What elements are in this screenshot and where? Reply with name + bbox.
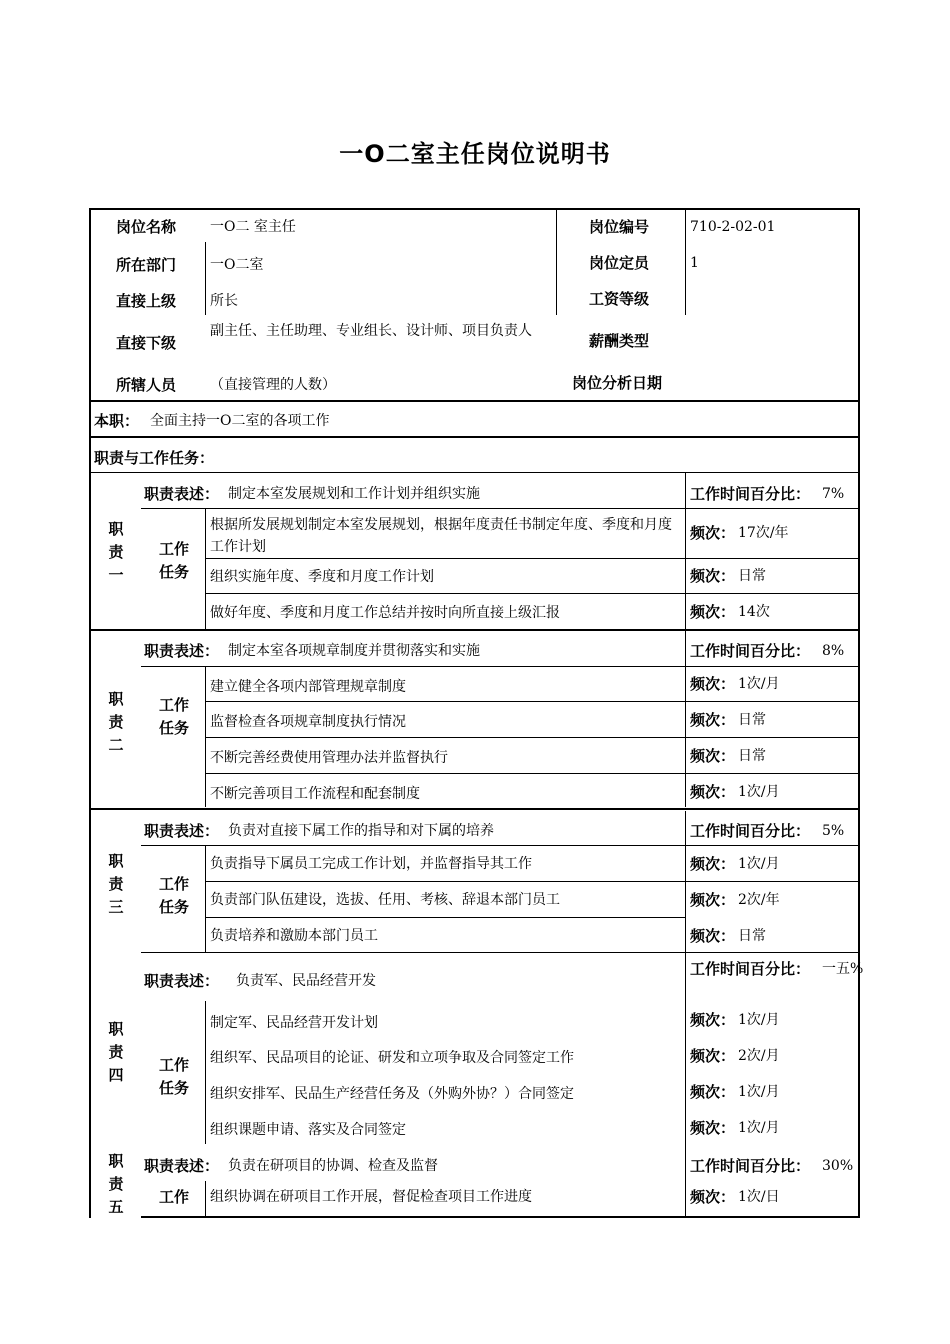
duty-desc-label: 职责表述： [144, 1157, 220, 1175]
table-bottom-border [141, 1216, 860, 1218]
freq-label: 频次： [690, 891, 736, 909]
duty-4-task-4: 组织课题申请、落实及合同签定 [210, 1122, 406, 1138]
duty-4-task-1-freq: 1次/月 [738, 1012, 780, 1028]
freq-column-line [685, 473, 686, 629]
role-label: 本职： [94, 412, 140, 430]
pay-type-label: 薪酬类型 [589, 332, 650, 350]
work-task-label: 工作 [158, 1188, 189, 1206]
salary-grade-label: 工资等级 [589, 290, 650, 308]
duty-5-desc: 负责在研项目的协调、检查及监督 [228, 1158, 438, 1174]
duty-time-label: 工作时间百分比： [690, 1157, 811, 1175]
freq-label: 频次： [690, 747, 736, 765]
freq-label: 频次： [690, 675, 736, 693]
duty-2-label: 职 责 二 [108, 690, 124, 754]
duty-4-label: 职 责 四 [108, 1020, 124, 1084]
department-label: 所在部门 [116, 256, 177, 274]
duty-4-task-1: 制定军、民品经营开发计划 [210, 1015, 378, 1031]
duty-4-task-3-freq: 1次/月 [738, 1084, 780, 1100]
duty-1-task-2: 组织实施年度、季度和月度工作计划 [210, 569, 434, 585]
post-quota-label: 岗位定员 [589, 254, 650, 272]
row-line [205, 737, 860, 738]
subordinate-label: 直接下级 [116, 334, 177, 352]
duty-time-label: 工作时间百分比： [690, 485, 811, 503]
duty-2-task-1: 建立健全各项内部管理规章制度 [210, 679, 406, 695]
freq-label: 频次： [690, 1188, 736, 1206]
duty-1-task-2-freq: 日常 [738, 568, 766, 584]
duty-1-task-3: 做好年度、季度和月度工作总结并按时向所直接上级汇报 [210, 605, 560, 621]
work-task-label: 工作 任务 [158, 540, 189, 581]
duty-2-task-2-freq: 日常 [738, 712, 766, 728]
duty-time-label: 工作时间百分比： [690, 642, 811, 660]
post-code-label: 岗位编号 [589, 218, 650, 236]
staff-label: 所辖人员 [116, 376, 177, 394]
duty-1-label: 职 责 一 [108, 520, 124, 584]
freq-column-line [685, 953, 686, 1218]
header-divider [205, 242, 206, 315]
duty-desc-label: 职责表述： [144, 972, 220, 990]
freq-label: 频次： [690, 927, 736, 945]
duty-5-label: 职 责 五 [108, 1152, 124, 1216]
row-line [141, 952, 860, 953]
role-value: 全面主持一O二室的各项工作 [150, 413, 330, 429]
post-name-value: 一O二 室主任 [210, 219, 296, 235]
work-task-label: 工作 任务 [158, 875, 189, 916]
table-top-border [90, 208, 860, 210]
duty-time-label: 工作时间百分比： [690, 822, 811, 840]
duty-5-task-1: 组织协调在研项目工作开展，督促检查项目工作进度 [210, 1189, 532, 1205]
duty-5-task-1-freq: 1次/日 [738, 1189, 780, 1205]
duty-2-task-3-freq: 日常 [738, 748, 766, 764]
duty-desc-label: 职责表述： [144, 822, 220, 840]
duty-3-task-3-freq: 日常 [738, 928, 766, 944]
duty-4-task-4-freq: 1次/月 [738, 1120, 780, 1136]
staff-value: （直接管理的人数） [210, 377, 336, 393]
freq-label: 频次： [690, 855, 736, 873]
section-divider [90, 472, 860, 473]
superior-value: 所长 [210, 293, 238, 309]
duty-2-task-4-freq: 1次/月 [738, 784, 780, 800]
row-line [141, 508, 860, 509]
duty-1-time: 7% [822, 486, 845, 502]
duty-4-task-2: 组织军、民品项目的论证、研发和立项争取及合同签定工作 [210, 1050, 574, 1066]
row-line [205, 558, 860, 559]
freq-column-line [685, 631, 686, 807]
superior-label: 直接上级 [116, 292, 177, 310]
duty-5-time: 30% [822, 1158, 854, 1174]
duty-3-label: 职 责 三 [108, 852, 124, 916]
post-name-label: 岗位名称 [116, 218, 177, 236]
freq-column-line [685, 811, 686, 953]
duty-3-task-2: 负责部门队伍建设，选拔、任用、考核、辞退本部门员工 [210, 892, 560, 908]
freq-label: 频次： [690, 603, 736, 621]
duty-2-time: 8% [822, 643, 845, 659]
freq-label: 频次： [690, 1119, 736, 1137]
post-quota-value: 1 [690, 255, 699, 271]
duty-2-desc: 制定本室各项规章制度并贯彻落实和实施 [228, 643, 480, 659]
row-line [205, 593, 860, 594]
analysis-date-label: 岗位分析日期 [572, 374, 663, 392]
duty-2-task-2: 监督检查各项规章制度执行情况 [210, 714, 406, 730]
row-line [205, 701, 860, 702]
freq-label: 频次： [690, 524, 736, 542]
freq-label: 频次： [690, 1083, 736, 1101]
table-right-border [858, 208, 860, 1218]
duty-3-task-1: 负责指导下属员工完成工作计划，并监督指导其工作 [210, 856, 532, 872]
duty-time-label: 工作时间百分比： [690, 960, 811, 978]
freq-label: 频次： [690, 1047, 736, 1065]
duties-title: 职责与工作任务： [94, 449, 215, 467]
table-left-border [89, 208, 91, 1218]
freq-label: 频次： [690, 783, 736, 801]
page-title: 一O二室主任岗位说明书 [339, 140, 611, 168]
department-value: 一O二室 [210, 257, 264, 273]
freq-label: 频次： [690, 711, 736, 729]
freq-label: 频次： [690, 567, 736, 585]
duty-3-task-2-freq: 2次/年 [738, 892, 780, 908]
duty-desc-label: 职责表述： [144, 642, 220, 660]
duty-3-time: 5% [822, 823, 845, 839]
freq-label: 频次： [690, 1011, 736, 1029]
duty-2-task-1-freq: 1次/月 [738, 676, 780, 692]
duty-3-task-1-freq: 1次/月 [738, 856, 780, 872]
duty-2-task-4: 不断完善项目工作流程和配套制度 [210, 786, 420, 802]
duty-1-desc: 制定本室发展规划和工作计划并组织实施 [228, 486, 480, 502]
work-task-label: 工作 任务 [158, 1056, 189, 1097]
duty-1-task-1: 根据所发展规划制定本室发展规划，根据年度责任书制定年度、季度和月度工作计划 [210, 517, 672, 555]
duty-desc-label: 职责表述： [144, 485, 220, 503]
duty-4-task-3: 组织安排军、民品生产经营任务及（外购外协？）合同签定 [210, 1086, 574, 1102]
duty-4-time: 一五% [822, 961, 864, 977]
duty-3-task-3: 负责培养和激励本部门员工 [210, 928, 378, 944]
row-line [205, 917, 685, 918]
row-line [141, 845, 860, 846]
duty-3-desc: 负责对直接下属工作的指导和对下属的培养 [228, 823, 494, 839]
duty-2-task-3: 不断完善经费使用管理办法并监督执行 [210, 750, 448, 766]
duty-divider [90, 629, 860, 631]
duty-1-task-1-freq: 17次/年 [738, 525, 789, 541]
work-task-label: 工作 任务 [158, 696, 189, 737]
subordinate-value: 副主任、主任助理、专业组长、设计师、项目负责人 [210, 323, 532, 339]
row-line [141, 666, 860, 667]
section-divider [90, 400, 860, 402]
header-divider [556, 209, 557, 315]
section-divider [90, 436, 860, 438]
duty-4-task-2-freq: 2次/月 [738, 1048, 780, 1064]
post-code-value: 710-2-02-01 [690, 219, 776, 235]
duty-divider [90, 808, 860, 810]
duty-1-task-3-freq: 14次 [738, 604, 770, 620]
duty-4-desc: 负责军、民品经营开发 [236, 973, 376, 989]
header-divider [685, 209, 686, 315]
row-line [205, 773, 860, 774]
row-line [205, 881, 860, 882]
